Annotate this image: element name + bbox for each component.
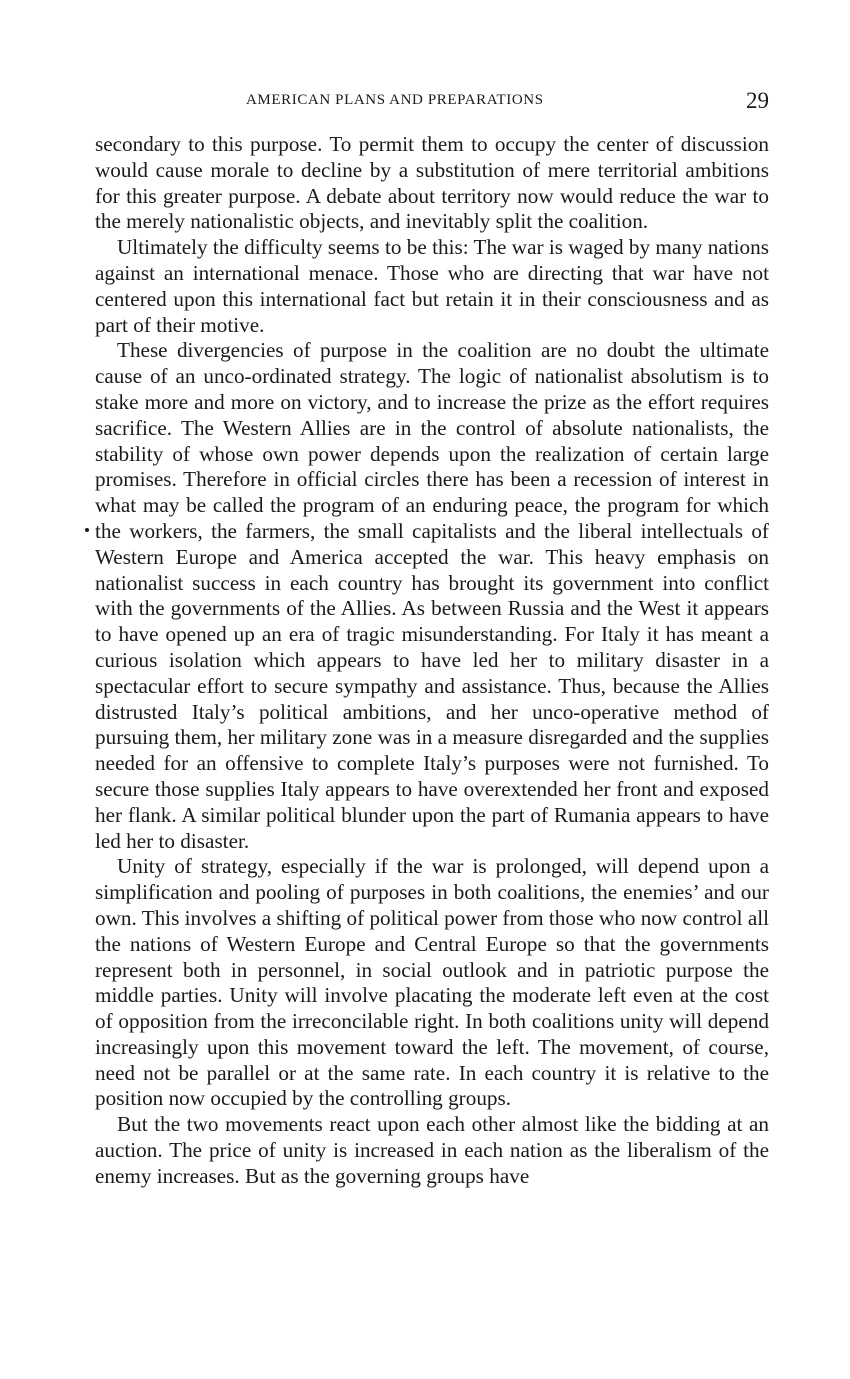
paragraph-continued: secondary to this purpose. To permit them to occupy the center of discussion would cause morale to decline by a substitution of mere territorial ambitions for this greater purpose. A debate about territory now would reduce the war to the merely nationalistic objects, and inevitably split the coalition.: [95, 132, 769, 234]
body-text: [95, 132, 769, 1190]
book-page: [95, 88, 769, 1190]
running-title: AMERICAN PLANS AND PREPARATIONS: [246, 92, 544, 108]
running-head: [95, 88, 769, 118]
stray-ink-dot: [85, 528, 89, 532]
paragraph: Unity of strategy, especially if the war is prolonged, will depend upon a simplification and pooling of purposes in both coalitions, the enemies’ and our own. This involves a shifting of political power from those who now control all the nations of Western Europe and Central Europe so that the governments represent both in personnel, in social outlook and in patriotic purpose the middle parties. Unity will involve placating the moderate left even at the cost of opposition from the irreconcilable right. In both coalitions unity will depend increasingly upon this movement toward the left. The movement, of course, need not be parallel or at the same rate. In each country it is relative to the position now occupied by the controlling groups.: [95, 854, 769, 1111]
paragraph: These divergencies of purpose in the coalition are no doubt the ultimate cause of an unco-ordinated strategy. The logic of nationalist absolutism is to stake more and more on victory, and to increase the prize as the effort requires sacrifice. The Western Allies are in the control of absolute nationalists, the stability of whose own power depends upon the realization of certain large promises. Therefore in official circles there has been a recession of interest in what may be called the program of an enduring peace, the program for which the workers, the farmers, the small capitalists and the liberal intellectuals of Western Europe and America accepted the war. This heavy emphasis on nationalist success in each country has brought its government into conflict with the governments of the Allies. As between Russia and the West it appears to have opened up an era of tragic misunderstanding. For Italy it has meant a curious isolation which appears to have led her to military disaster in a spectacular effort to secure sympathy and assistance. Thus, because the Allies distrusted Italy’s political ambitions, and her unco-operative method of pursuing them, her military zone was in a measure disregarded and the supplies needed for an offensive to complete Italy’s purposes were not furnished. To secure those supplies Italy appears to have overextended her front and exposed her flank. A similar political blunder upon the part of Rumania appears to have led her to disaster.: [95, 338, 769, 853]
page-number: 29: [746, 88, 769, 113]
paragraph: Ultimately the difficulty seems to be this: The war is waged by many nations against an international menace. Those who are directing that war have not centered upon this international fact but retain it in their consciousness and as part of their motive.: [95, 235, 769, 337]
paragraph: But the two movements react upon each other almost like the bidding at an auction. The price of unity is increased in each nation as the liberalism of the enemy increases. But as the governing groups have: [95, 1112, 769, 1188]
